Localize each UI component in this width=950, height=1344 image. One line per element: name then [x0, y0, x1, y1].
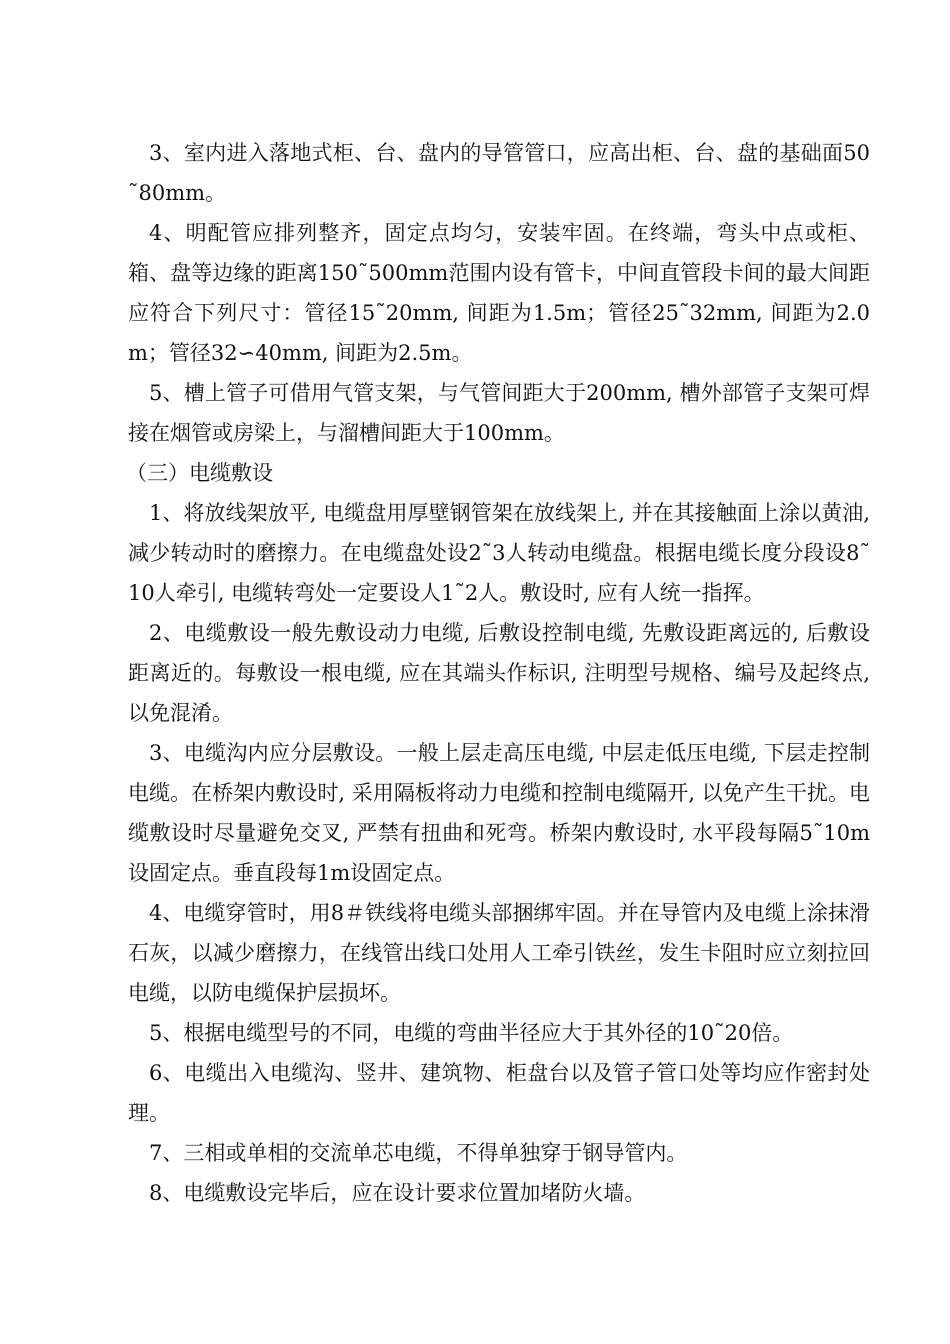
document-body	[128, 133, 870, 1213]
paragraph-laying-order: 2、电缆敷设一般先敷设动力电缆, 后敷设控制电缆, 先敷设距离远的, 后敷设距离近的。每敷设一根电缆, 应在其端头作标识, 注明型号规格、编号及起终点, 以免混淆。	[128, 621, 870, 725]
paragraph-trench-layering: 3、电缆沟内应分层敷设。一般上层走高压电缆, 中层走低压电缆, 下层走控制电缆。在桥架内敷设时, 采用隔板将动力电缆和控制电缆隔开, 以免产生干扰。电缆敷设时尽量避免交叉, 严禁有扭曲和死弯。桥架内敷设时, 水平段每隔5˜10m设固定点。垂直段每1m设固定点。	[128, 741, 870, 885]
paragraph-firewall: 8、电缆敷设完毕后，应在设计要求位置加堵防火墙。	[149, 1181, 646, 1205]
paragraph-bending-radius: 5、根据电缆型号的不同，电缆的弯曲半径应大于其外径的10˜20倍。	[149, 1021, 794, 1045]
paragraph-trough-pipe-support: 5、槽上管子可借用气管支架，与气管间距大于200mm, 槽外部管子支架可焊接在烟管或房梁上，与溜槽间距大于100mm。	[128, 381, 870, 445]
paragraph-conduit-mouth-height: 3、室内进入落地式柜、台、盘内的导管管口，应高出柜、台、盘的基础面50˜80mm。	[128, 141, 870, 205]
section-heading-cable-laying: （三）电缆敷设	[126, 461, 273, 485]
paragraph-sealing: 6、电缆出入电缆沟、竖井、建筑物、柜盘台以及管子管口处等均应作密封处理。	[128, 1061, 870, 1125]
paragraph-pulling-through-conduit: 4、电缆穿管时，用8＃铁线将电缆头部捆绑牢固。并在导管内及电缆上涂抹滑石灰，以减少磨擦力，在线管出线口处用人工牵引铁丝，发生卡阻时应立刻拉回电缆，以防电缆保护层损坏。	[128, 901, 870, 1005]
paragraph-cable-reel-setup: 1、将放线架放平, 电缆盘用厚壁钢管架在放线架上, 并在其接触面上涂以黄油, 减少转动时的磨擦力。在电缆盘处设2˜3人转动电缆盘。根据电缆长度分段设8˜10人牵引, 电缆转弯处一定要设人1˜2人。敷设时, 应有人统一指挥。	[128, 501, 870, 605]
paragraph-exposed-conduit-clamps: 4、明配管应排列整齐，固定点均匀，安装牢固。在终端，弯头中点或柜、箱、盘等边缘的距离150˜500mm范围内设有管卡，中间直管段卡间的最大间距应符合下列尺寸：管径15˜20mm, 间距为1.5m；管径25˜32mm, 间距为2.0m；管径32∽40mm, 间距为2.5m。	[128, 221, 870, 365]
paragraph-single-core-cable: 7、三相或单相的交流单芯电缆，不得单独穿于钢导管内。	[149, 1141, 688, 1165]
